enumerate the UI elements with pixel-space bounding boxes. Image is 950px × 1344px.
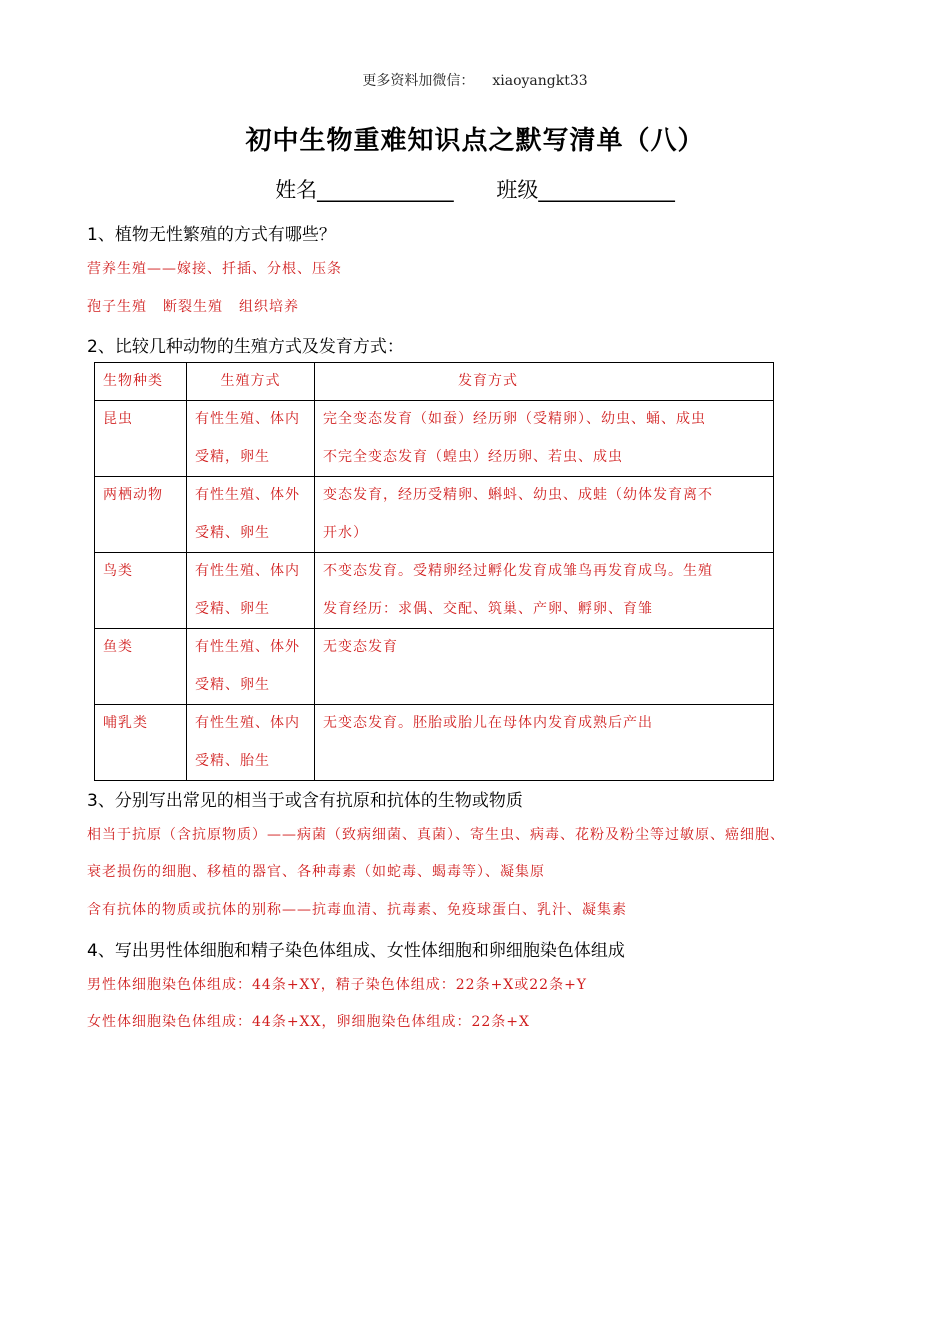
name-field[interactable]: 姓名_____________: [275, 178, 454, 202]
q3-answer-line: 相当于抗原（含抗原物质）——病菌（致病细菌、真菌）、寄生虫、病毒、花粉及粉尘等过敏原、癌细胞、: [87, 827, 785, 843]
cell-line: 有性生殖、体内: [195, 563, 300, 579]
cell-line: 发育经历：求偶、交配、筑巢、产卵、孵卵、育雏: [323, 600, 653, 617]
q1-answer-line-2: [87, 296, 299, 316]
dev-cell: [315, 629, 774, 705]
page-title: 初中生物重难知识点之默写清单（八）: [245, 126, 705, 156]
dev-cell: [315, 401, 774, 477]
question-3: 3、分别写出常见的相当于或含有抗原和抗体的生物或物质: [87, 791, 523, 811]
q3-answer-line: 衰老损伤的细胞、移植的器官、各种毒素（如蛇毒、蝎毒等）、凝集原: [87, 864, 545, 880]
cell-line: 受精、卵生: [195, 600, 270, 617]
header-cell: 发育方式: [315, 363, 774, 401]
cell-line: 受精、胎生: [195, 752, 270, 769]
cell-line: 开水）: [323, 524, 368, 541]
repro-cell: [187, 477, 315, 553]
q4-answer-line: 女性体细胞染色体组成：44条+XX，卵细胞染色体组成：22条+X: [87, 1014, 530, 1030]
cell-line: 受精、卵生: [195, 524, 270, 541]
kind-cell: 两栖动物: [95, 477, 187, 553]
student-fields: [0, 174, 950, 204]
table-row: [95, 553, 774, 629]
cell-line: 不完全变态发育（蝗虫）经历卵、若虫、成虫: [323, 448, 623, 465]
kind-cell: 鸟类: [95, 553, 187, 629]
q1-answer-line-1: 营养生殖——嫁接、扦插、分根、压条: [87, 261, 342, 277]
q1-answer-item: 组织培养: [239, 299, 299, 315]
cell-line: 有性生殖、体内: [195, 411, 300, 427]
q4-answer-line: 男性体细胞染色体组成：44条+XY，精子染色体组成：22条+X或22条+Y: [87, 977, 588, 993]
question-1: 1、植物无性繁殖的方式有哪些？: [87, 225, 336, 245]
cell-line: 有性生殖、体内: [195, 715, 300, 731]
header-cell: 生殖方式: [187, 363, 315, 401]
table-header-row: [95, 363, 774, 401]
repro-cell: [187, 705, 315, 781]
kind-cell: 昆虫: [95, 401, 187, 477]
q3-answer-line: 含有抗体的物质或抗体的别称——抗毒血清、抗毒素、免疫球蛋白、乳汁、凝集素: [87, 902, 627, 918]
table-row: [95, 477, 774, 553]
dev-cell: [315, 705, 774, 781]
table-row: [95, 401, 774, 477]
header-note: [0, 70, 950, 90]
class-field[interactable]: 班级_____________: [496, 178, 675, 202]
repro-cell: [187, 629, 315, 705]
header-note-label: 更多资料加微信：: [362, 73, 475, 89]
cell-line: 有性生殖、体外: [195, 639, 300, 655]
cell-line: 无变态发育: [323, 639, 398, 655]
cell-line: 完全变态发育（如蚕）经历卵（受精卵）、幼虫、蛹、成虫: [323, 411, 706, 427]
cell-line: 不变态发育。受精卵经过孵化发育成雏鸟再发育成鸟。生殖: [323, 563, 713, 579]
dev-cell: [315, 553, 774, 629]
reproduction-table: [94, 362, 774, 781]
kind-cell: 哺乳类: [95, 705, 187, 781]
q1-answer-item: 孢子生殖: [87, 299, 147, 315]
kind-cell: 鱼类: [95, 629, 187, 705]
question-2: 2、比较几种动物的生殖方式及发育方式：: [87, 337, 404, 357]
table-row: [95, 705, 774, 781]
cell-line: 变态发育，经历受精卵、蝌蚪、幼虫、成蛙（幼体发育离不: [323, 487, 713, 503]
header-cell: 生物种类: [95, 363, 187, 401]
cell-line: 受精、卵生: [195, 676, 270, 693]
repro-cell: [187, 401, 315, 477]
question-4: 4、写出男性体细胞和精子染色体组成、女性体细胞和卵细胞染色体组成: [87, 941, 625, 961]
header-note-wechat: xiaoyangkt33: [492, 73, 588, 89]
table-row: [95, 629, 774, 705]
cell-line: 无变态发育。胚胎或胎儿在母体内发育成熟后产出: [323, 715, 653, 731]
repro-cell: [187, 553, 315, 629]
dev-cell: [315, 477, 774, 553]
cell-line: 受精，卵生: [195, 448, 270, 465]
q1-answer-item: 断裂生殖: [163, 299, 223, 315]
cell-line: 有性生殖、体外: [195, 487, 300, 503]
